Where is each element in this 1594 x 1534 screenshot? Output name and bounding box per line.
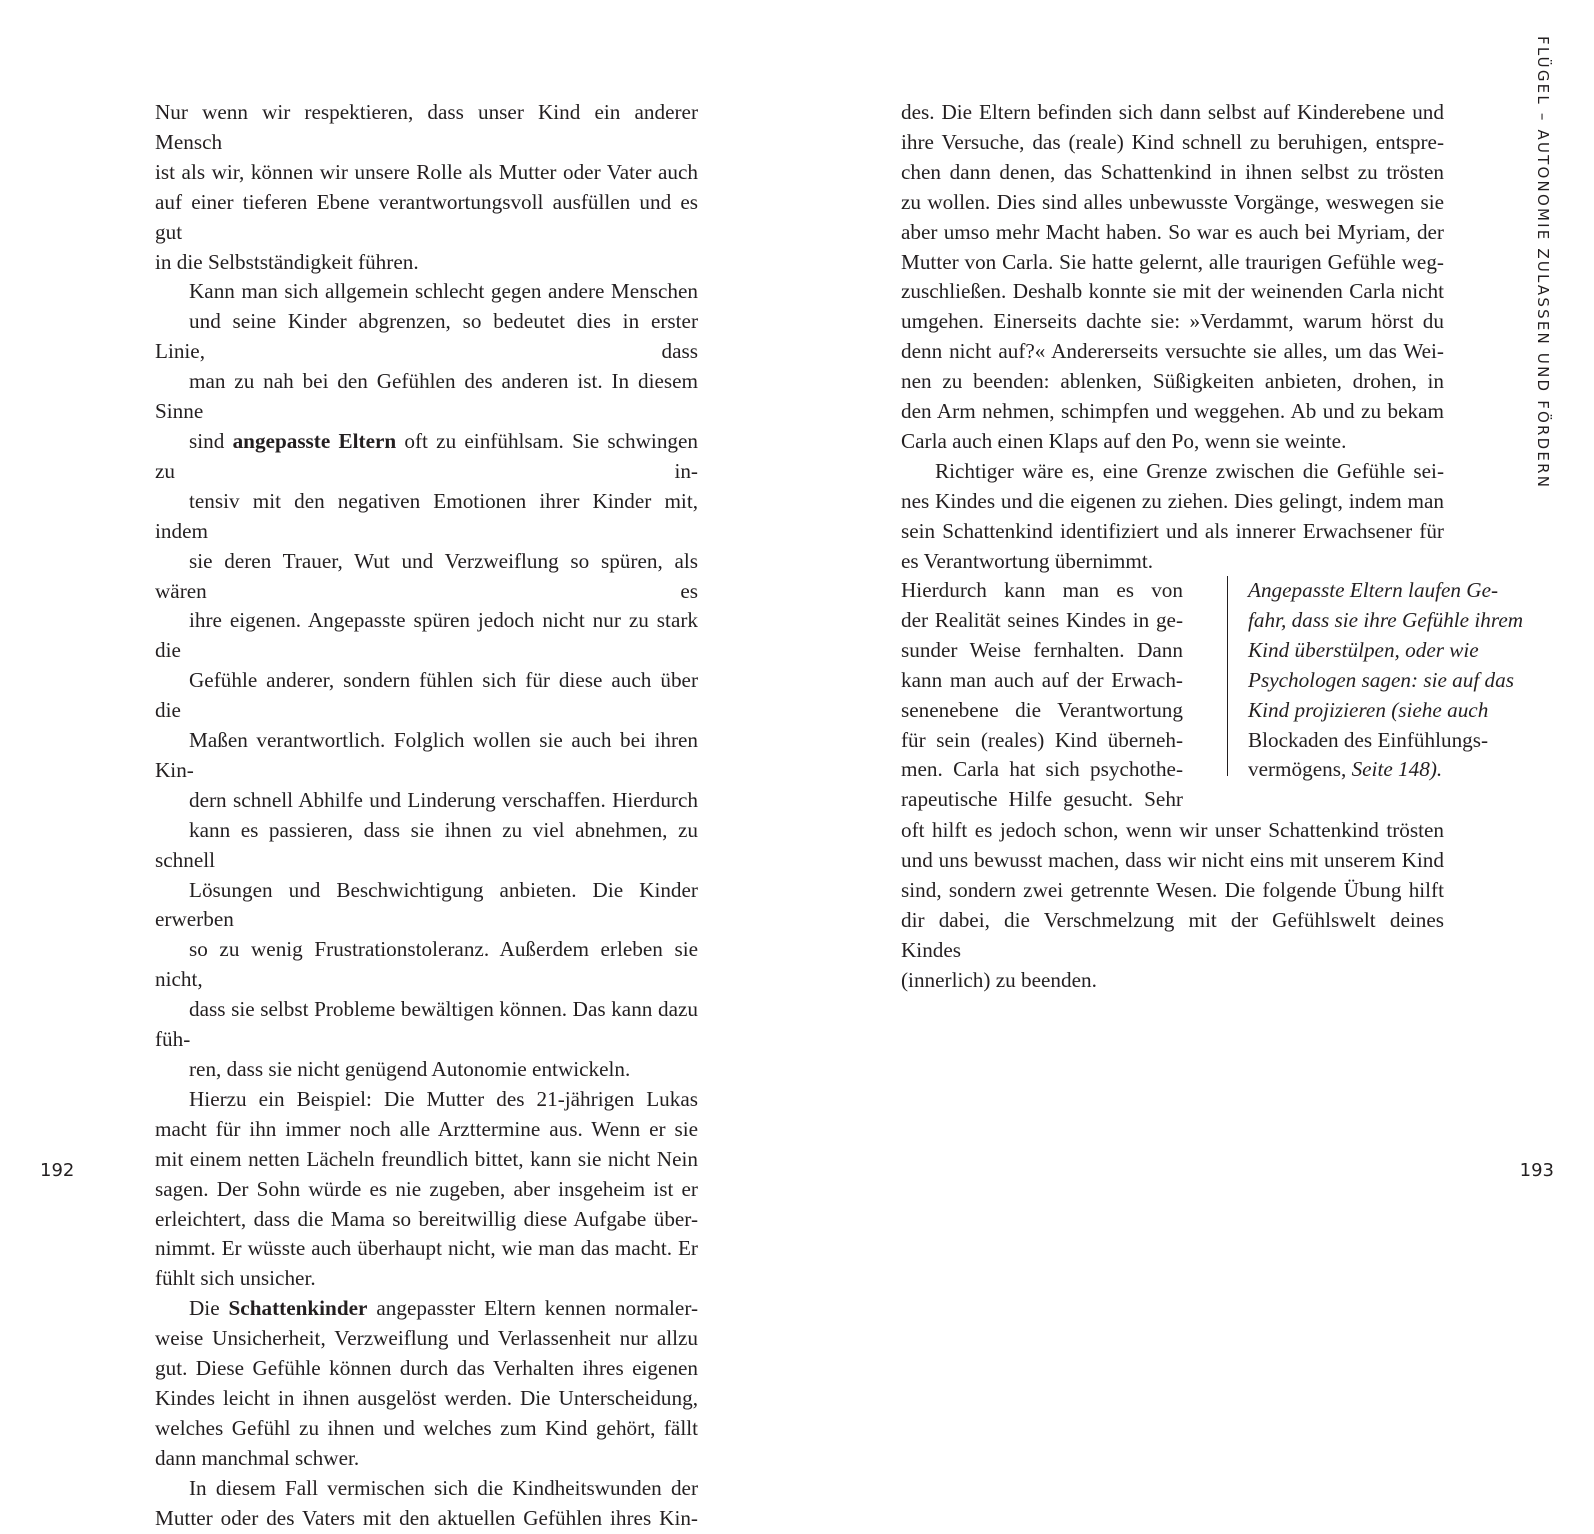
text-line: dass sie selbst Probleme bewältigen können. Das kann dazu füh- <box>155 997 698 1052</box>
note-line: Kind projizieren (siehe auch <box>1248 697 1489 722</box>
text-line: den Arm nehmen, schimpfen und weggehen. Ab und zu bekam <box>901 399 1444 424</box>
text-line: denn nicht auf?« Andererseits versuchte sie alles, um das Wei- <box>901 339 1444 364</box>
margin-note <box>1227 576 1531 782</box>
text-line: aber umso mehr Macht haben. So war es auch bei Myriam, der <box>901 219 1444 244</box>
running-head-text: FLÜGEL – AUTONOMIE ZULASSEN UND FÖRDERN <box>1534 36 1552 490</box>
right-page-body <box>901 98 1444 577</box>
text-line: In diesem Fall vermischen sich die Kindheitswunden der <box>189 1475 698 1500</box>
note-line: Psychologen sagen: sie auf das <box>1248 667 1514 692</box>
text-line: sein Schattenkind identifiziert und als innerer Erwachsener für <box>901 518 1444 543</box>
text-line: rapeutische Hilfe gesucht. Sehr <box>901 787 1183 812</box>
left-page-body <box>155 98 698 1534</box>
text-line: fühlt sich unsicher. <box>155 1266 316 1291</box>
text-line: nen zu beenden: ablenken, Süßigkeiten anbieten, drohen, in <box>901 369 1444 394</box>
paragraph <box>155 1294 698 1473</box>
text-line: erleichtert, dass die Mama so bereitwillig diese Aufgabe über- <box>155 1206 698 1231</box>
text-line: tensiv mit den negativen Emotionen ihrer Kinder mit, indem <box>155 488 698 543</box>
text-line: es Verantwortung übernimmt. <box>901 548 1154 573</box>
text-line: chen dann denen, das Schattenkind in ihnen selbst zu trösten <box>901 159 1444 184</box>
text-line: Gefühle anderer, sondern fühlen sich für diese auch über die <box>155 668 698 723</box>
text-line: welches Gefühl zu ihnen und welches zum Kind gehört, fällt <box>155 1415 698 1440</box>
bold-term-angepasste-eltern: angepasste Eltern <box>232 428 397 453</box>
note-fragment: vermögens, <box>1248 757 1347 782</box>
text-beside-sidebar <box>901 576 1183 815</box>
right-page <box>797 0 1594 1240</box>
text-line: senenebene die Verantwortung <box>901 697 1183 722</box>
page-reference: Seite 148). <box>1351 757 1443 782</box>
text-line: Hierdurch kann man es von <box>901 578 1183 602</box>
text-line: für sein (reales) Kind überneh- <box>901 727 1183 752</box>
paragraph <box>155 1085 698 1294</box>
text-line: mit einem netten Lächeln freundlich bittet, kann sie nicht Nein <box>155 1146 698 1171</box>
text-line: Maßen verantwortlich. Folglich wollen sie auch bei ihren Kin- <box>155 728 698 782</box>
text-line: Richtiger wäre es, eine Grenze zwischen die Gefühle sei- <box>935 458 1444 483</box>
text-line: Kindes leicht in ihnen ausgelöst werden. Die Unterscheidung, <box>155 1385 698 1410</box>
text-line: ren, dass sie nicht genügend Autonomie entwickeln. <box>189 1057 631 1081</box>
text-line: sie deren Trauer, Wut und Verzweiflung so spüren, als wären es <box>155 548 698 603</box>
text-line: macht für ihn immer noch alle Arzttermine aus. Wenn er sie <box>155 1116 698 1141</box>
text-line: des. Die Eltern befinden sich dann selbst auf Kinderebene und <box>901 100 1444 124</box>
text-fragment: oft zu einfühlsam. Sie schwingen zu in- <box>155 428 698 483</box>
text-line: Kann man sich allgemein schlecht gegen andere Menschen <box>189 279 698 304</box>
text-fragment: sind <box>189 428 225 453</box>
text-line: kann es passieren, dass sie ihnen zu viel abnehmen, zu schnell <box>155 817 698 872</box>
text-line <box>155 427 698 487</box>
text-line: sagen. Der Sohn würde es nie zugeben, aber insgeheim ist er <box>155 1176 698 1201</box>
page-number-left: 192 <box>40 1160 75 1181</box>
paragraph <box>155 98 698 277</box>
text-line: so zu wenig Frustrationstoleranz. Außerdem erleben sie nicht, <box>155 937 698 992</box>
note-line <box>1248 755 1531 785</box>
text-line: Mutter oder des Vaters mit den aktuellen Gefühlen ihres Kin- <box>155 1505 698 1530</box>
paragraph <box>155 277 698 1084</box>
text-fragment: Die <box>189 1296 220 1321</box>
text-fragment: angepasster Eltern kennen normaler- <box>376 1296 699 1321</box>
note-line: Angepasste Eltern laufen Ge- <box>1248 578 1499 602</box>
text-line: ihre Versuche, das (reale) Kind schnell zu beruhigen, entspre- <box>901 129 1444 154</box>
text-line: weise Unsicherheit, Verzweiflung und Verlassenheit nur allzu <box>155 1326 698 1351</box>
text-line: men. Carla hat sich psychothe- <box>901 757 1183 782</box>
text-line: Carla auch einen Klaps auf den Po, wenn sie weinte. <box>901 428 1347 453</box>
text-line: zu wollen. Dies sind alles unbewusste Vorgänge, weswegen sie <box>901 189 1444 214</box>
text-line: oft hilft es jedoch schon, wenn wir unser Schattenkind trösten <box>901 818 1444 842</box>
note-line: Blockaden des Einfühlungs- <box>1248 727 1489 752</box>
text-line: dann manchmal schwer. <box>155 1445 360 1470</box>
text-line: und uns bewusst machen, dass wir nicht eins mit unserem Kind <box>901 847 1444 872</box>
text-line: auf einer tieferen Ebene verantwortungsvoll ausfüllen und es gut <box>155 189 698 244</box>
text-line: ist als wir, können wir unsere Rolle als Mutter oder Vater auch <box>155 159 698 184</box>
text-line: zuschließen. Deshalb konnte sie mit der weinenden Carla nicht <box>901 279 1444 304</box>
page-number-right: 193 <box>1519 1160 1554 1181</box>
running-head <box>1530 36 1560 490</box>
text-after-sidebar <box>901 816 1444 995</box>
text-line: der Realität seines Kindes in ge- <box>901 607 1183 632</box>
text-line: ihre eigenen. Angepasste spüren jedoch nicht nur zu stark die <box>155 608 698 663</box>
bold-term-schattenkinder: Schattenkinder <box>228 1296 368 1321</box>
text-line: gut. Diese Gefühle können durch das Verhalten ihres eigenen <box>155 1356 698 1381</box>
left-page <box>0 0 797 1530</box>
text-line: man zu nah bei den Gefühlen des anderen ist. In diesem Sinne <box>155 369 698 424</box>
paragraph <box>901 98 1444 457</box>
text-line: dern schnell Abhilfe und Linderung verschaffen. Hierdurch <box>189 787 698 812</box>
text-line: Mutter von Carla. Sie hatte gelernt, alle traurigen Gefühle weg- <box>901 249 1444 274</box>
note-line: Kind überstülpen, oder wie <box>1248 637 1479 662</box>
text-line: sunder Weise fernhalten. Dann <box>901 637 1183 662</box>
note-line: fahr, dass sie ihre Gefühle ihrem <box>1248 607 1524 632</box>
text-line: nes Kindes und die eigenen zu ziehen. Dies gelingt, indem man <box>901 488 1444 513</box>
text-line: Hierzu ein Beispiel: Die Mutter des 21-jährigen Lukas <box>189 1086 698 1111</box>
text-line: umgehen. Einerseits dachte sie: »Verdammt, warum hörst du <box>901 309 1444 334</box>
text-line: Lösungen und Beschwichtigung anbieten. Die Kinder erwerben <box>155 877 698 932</box>
text-line: und seine Kinder abgrenzen, so bedeutet dies in erster Linie, dass <box>155 309 698 364</box>
text-line: in die Selbstständigkeit führen. <box>155 249 419 274</box>
text-line: nimmt. Er wüsste auch überhaupt nicht, wie man das macht. Er <box>155 1236 698 1261</box>
paragraph <box>901 457 1444 577</box>
text-line <box>155 1294 698 1324</box>
text-line: Nur wenn wir respektieren, dass unser Kind ein anderer Mensch <box>155 100 698 154</box>
text-line: sind, sondern zwei getrennte Wesen. Die folgende Übung hilft <box>901 877 1444 902</box>
paragraph <box>155 1474 698 1534</box>
text-line: kann man auch auf der Erwach- <box>901 667 1183 692</box>
text-line: dir dabei, die Verschmelzung mit der Gefühlswelt deines Kindes <box>901 907 1444 962</box>
text-line: (innerlich) zu beenden. <box>901 967 1097 992</box>
